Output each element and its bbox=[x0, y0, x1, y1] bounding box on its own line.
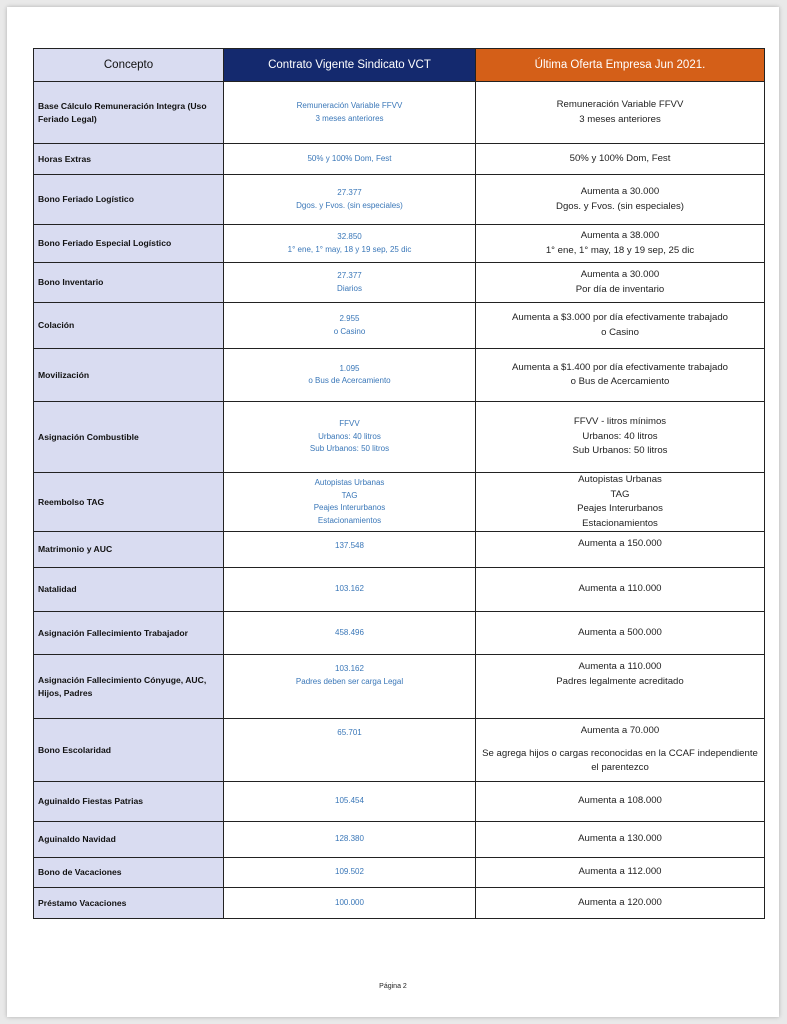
vigente-line: 100.000 bbox=[335, 897, 364, 907]
table-header-row bbox=[34, 49, 765, 82]
table-body bbox=[34, 82, 765, 919]
oferta-line: Aumenta a 38.000 bbox=[580, 230, 660, 241]
concepto-base-calculo-remuneracion-integra-uso-feriado-legal: Base Cálculo Remuneración Integra (Uso Feriado Legal) bbox=[34, 82, 224, 144]
vigente-line: o Bus de Acercamiento bbox=[308, 376, 391, 385]
concepto-bono-escolaridad: Bono Escolaridad bbox=[34, 719, 224, 782]
vigente-cell bbox=[224, 402, 476, 473]
document-page bbox=[7, 7, 779, 1017]
vigente-cell bbox=[224, 655, 476, 719]
vigente-cell bbox=[224, 473, 476, 532]
vigente-cell bbox=[224, 82, 476, 144]
oferta-line: Urbanos: 40 litros bbox=[582, 430, 658, 442]
oferta-cell bbox=[476, 82, 765, 144]
oferta-line: Se agrega hijos o cargas reconocidas en la CCAF independiente bbox=[482, 747, 758, 759]
oferta-line: Aumenta a 70.000 bbox=[580, 725, 660, 736]
vigente-cell bbox=[224, 858, 476, 888]
concepto-bono-inventario: Bono Inventario bbox=[34, 263, 224, 303]
oferta-line: Por día de inventario bbox=[575, 283, 665, 295]
oferta-line: Peajes Interurbanos bbox=[577, 503, 663, 514]
oferta-cell bbox=[476, 144, 765, 175]
vigente-line: 1.095 bbox=[339, 363, 360, 373]
oferta-line: Aumenta a 30.000 bbox=[580, 186, 660, 197]
oferta-line: 1° ene, 1° may, 18 y 19 sep, 25 dic bbox=[545, 244, 695, 256]
vigente-cell bbox=[224, 263, 476, 303]
table-row bbox=[34, 719, 765, 782]
oferta-cell bbox=[476, 225, 765, 263]
vigente-line: 128.380 bbox=[335, 834, 364, 844]
oferta-cell bbox=[476, 263, 765, 303]
table-row bbox=[34, 473, 765, 532]
concepto-asignacion-fallecimiento-conyuge-auc-hijos-padres: Asignación Fallecimiento Cónyuge, AUC, Hijos, Padres bbox=[34, 655, 224, 719]
oferta-line: 50% y 100% Dom, Fest bbox=[569, 152, 671, 164]
vigente-cell bbox=[224, 144, 476, 175]
oferta-cell bbox=[476, 303, 765, 349]
oferta-cell bbox=[476, 782, 765, 822]
vigente-line: 65.701 bbox=[337, 728, 362, 737]
table-row bbox=[34, 263, 765, 303]
vigente-line: o Casino bbox=[333, 326, 366, 336]
oferta-cell bbox=[476, 473, 765, 532]
vigente-line: 3 meses anteriores bbox=[315, 113, 384, 123]
vigente-line: 458.496 bbox=[335, 627, 364, 637]
oferta-line: Aumenta a 500.000 bbox=[578, 626, 662, 638]
vigente-line: 27.377 bbox=[337, 271, 362, 280]
oferta-cell bbox=[476, 612, 765, 655]
oferta-cell bbox=[476, 349, 765, 402]
oferta-line: Aumenta a 120.000 bbox=[578, 896, 662, 908]
vigente-line: Padres deben ser carga Legal bbox=[295, 676, 404, 686]
table-row bbox=[34, 782, 765, 822]
table-row bbox=[34, 82, 765, 144]
table-row bbox=[34, 532, 765, 568]
vigente-line: Autopistas Urbanas bbox=[314, 478, 385, 487]
vigente-line: Estacionamientos bbox=[317, 515, 382, 525]
oferta-line: Aumenta a 108.000 bbox=[578, 795, 662, 807]
table-row bbox=[34, 858, 765, 888]
concepto-asignacion-fallecimiento-trabajador: Asignación Fallecimiento Trabajador bbox=[34, 612, 224, 655]
vigente-line: FFVV bbox=[339, 419, 360, 429]
concepto-natalidad: Natalidad bbox=[34, 568, 224, 612]
oferta-line: Remuneración Variable FFVV bbox=[556, 99, 684, 110]
table-row bbox=[34, 225, 765, 263]
table-row bbox=[34, 402, 765, 473]
oferta-line: el parentezco bbox=[591, 762, 649, 773]
vigente-line: Diarios bbox=[337, 283, 362, 293]
concepto-aguinaldo-fiestas-patrias: Aguinaldo Fiestas Patrias bbox=[34, 782, 224, 822]
oferta-line: o Bus de Acercamiento bbox=[570, 376, 670, 387]
oferta-line: Aumenta a 112.000 bbox=[578, 866, 662, 878]
header-contrato-vigente: Contrato Vigente Sindicato VCT bbox=[224, 49, 476, 82]
concepto-bono-feriado-logistico: Bono Feriado Logístico bbox=[34, 175, 224, 225]
table-row bbox=[34, 888, 765, 919]
vigente-line: 50% y 100% Dom, Fest bbox=[307, 153, 392, 163]
table-row bbox=[34, 822, 765, 858]
comparison-table bbox=[33, 48, 765, 919]
vigente-line: 27.377 bbox=[337, 188, 362, 197]
vigente-cell bbox=[224, 568, 476, 612]
vigente-line: Remuneración Variable FFVV bbox=[296, 101, 403, 110]
concepto-reembolso-tag: Reembolso TAG bbox=[34, 473, 224, 532]
vigente-line: 105.454 bbox=[335, 796, 364, 806]
oferta-line: Estacionamientos bbox=[582, 517, 658, 529]
oferta-line: Dgos. y Fvos. (sin especiales) bbox=[556, 200, 684, 212]
header-concepto: Concepto bbox=[34, 49, 224, 82]
oferta-cell bbox=[476, 655, 765, 719]
oferta-line: Aumenta a 150.000 bbox=[578, 538, 662, 549]
vigente-cell bbox=[224, 225, 476, 263]
oferta-cell bbox=[476, 175, 765, 225]
vigente-cell bbox=[224, 532, 476, 568]
vigente-line: Dgos. y Fvos. (sin especiales) bbox=[296, 200, 403, 210]
oferta-line: Padres legalmente acreditado bbox=[556, 675, 684, 687]
concepto-horas-extras: Horas Extras bbox=[34, 144, 224, 175]
oferta-line: Aumenta a 30.000 bbox=[580, 269, 660, 280]
table-row bbox=[34, 144, 765, 175]
vigente-cell bbox=[224, 303, 476, 349]
concepto-aguinaldo-navidad: Aguinaldo Navidad bbox=[34, 822, 224, 858]
table-row bbox=[34, 655, 765, 719]
concepto-movilizacion: Movilización bbox=[34, 349, 224, 402]
vigente-line: 137.548 bbox=[335, 541, 364, 550]
oferta-line: Autopistas Urbanas bbox=[578, 474, 662, 485]
oferta-line: Aumenta a $3.000 por día efectivamente trabajado bbox=[511, 312, 728, 323]
vigente-line: 2.955 bbox=[339, 314, 360, 323]
vigente-line: 1° ene, 1° may, 18 y 19 sep, 25 dic bbox=[287, 244, 412, 254]
page-number: Página 2 bbox=[379, 983, 407, 990]
oferta-line: Aumenta a $1.400 por día efectivamente trabajado bbox=[511, 361, 728, 373]
oferta-line: o Casino bbox=[601, 326, 639, 338]
concepto-bono-feriado-especial-logistico: Bono Feriado Especial Logístico bbox=[34, 225, 224, 263]
vigente-cell bbox=[224, 175, 476, 225]
vigente-line: 103.162 bbox=[335, 664, 364, 673]
vigente-line: 32.850 bbox=[337, 232, 362, 241]
oferta-line: 3 meses anteriores bbox=[579, 113, 661, 125]
concepto-bono-de-vacaciones: Bono de Vacaciones bbox=[34, 858, 224, 888]
vigente-line: 109.502 bbox=[335, 867, 364, 877]
vigente-cell bbox=[224, 888, 476, 919]
vigente-cell bbox=[224, 719, 476, 782]
vigente-line: Urbanos: 40 litros bbox=[318, 431, 381, 441]
vigente-cell bbox=[224, 782, 476, 822]
table-row bbox=[34, 568, 765, 612]
vigente-line: TAG bbox=[341, 490, 358, 500]
oferta-line: Aumenta a 110.000 bbox=[578, 661, 662, 672]
vigente-cell bbox=[224, 349, 476, 402]
vigente-cell bbox=[224, 612, 476, 655]
vigente-line: Sub Urbanos: 50 litros bbox=[309, 444, 390, 454]
concepto-prestamo-vacaciones: Préstamo Vacaciones bbox=[34, 888, 224, 919]
oferta-line: FFVV - litros mínimos bbox=[573, 416, 667, 428]
vigente-line: Peajes Interurbanos bbox=[313, 503, 386, 512]
oferta-cell bbox=[476, 568, 765, 612]
oferta-line: TAG bbox=[610, 488, 630, 500]
oferta-cell bbox=[476, 858, 765, 888]
oferta-cell bbox=[476, 402, 765, 473]
table-row bbox=[34, 612, 765, 655]
oferta-cell bbox=[476, 532, 765, 568]
oferta-cell bbox=[476, 719, 765, 782]
oferta-cell bbox=[476, 822, 765, 858]
table-row bbox=[34, 175, 765, 225]
header-ultima-oferta: Última Oferta Empresa Jun 2021. bbox=[476, 49, 765, 82]
oferta-line: Aumenta a 130.000 bbox=[578, 833, 662, 845]
vigente-cell bbox=[224, 822, 476, 858]
oferta-line: Sub Urbanos: 50 litros bbox=[572, 445, 668, 457]
concepto-asignacion-combustible: Asignación Combustible bbox=[34, 402, 224, 473]
oferta-cell bbox=[476, 888, 765, 919]
table-row bbox=[34, 303, 765, 349]
vigente-line: 103.162 bbox=[335, 584, 364, 594]
oferta-line: Aumenta a 110.000 bbox=[578, 583, 662, 595]
table-row bbox=[34, 349, 765, 402]
concepto-matrimonio-y-auc: Matrimonio y AUC bbox=[34, 532, 224, 568]
concepto-colacion: Colación bbox=[34, 303, 224, 349]
